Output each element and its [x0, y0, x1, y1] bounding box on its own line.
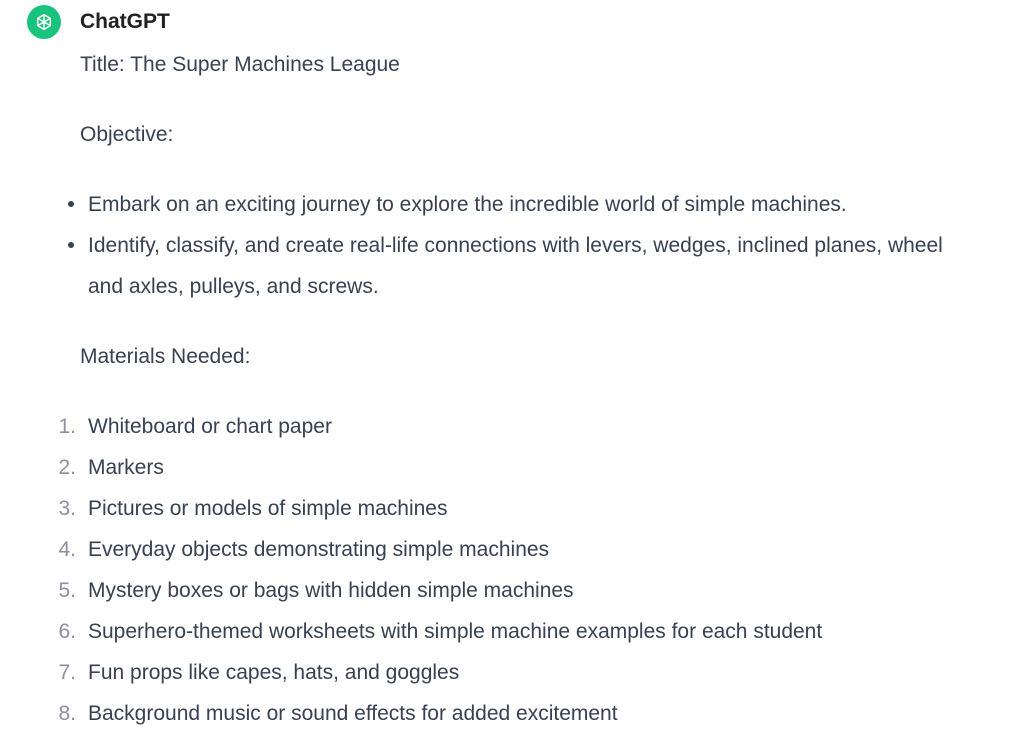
- message-body: [58, 44, 980, 734]
- material-text: Fun props like capes, hats, and goggles: [88, 661, 460, 684]
- list-number: 7.: [58, 661, 76, 684]
- objective-text: Embark on an exciting journey to explore the incredible world of simple machines.: [88, 193, 847, 216]
- material-text: Background music or sound effects for added excitement: [88, 702, 618, 725]
- material-text: Pictures or models of simple machines: [88, 497, 448, 520]
- list-item: [80, 184, 980, 225]
- list-item: [58, 488, 980, 529]
- list-item: [58, 693, 980, 734]
- material-text: Everyday objects demonstrating simple machines: [88, 538, 550, 561]
- assistant-name: ChatGPT: [80, 10, 170, 33]
- list-item: [58, 406, 980, 447]
- materials-list: [58, 406, 980, 734]
- list-number: 1.: [58, 415, 76, 438]
- list-item: [58, 447, 980, 488]
- list-item: [58, 529, 980, 570]
- bullet-icon: [68, 201, 74, 207]
- material-text: Superhero-themed worksheets with simple machine examples for each student: [88, 620, 823, 643]
- list-number: 5.: [58, 579, 76, 602]
- material-text: Whiteboard or chart paper: [88, 415, 332, 438]
- list-number: 3.: [58, 497, 76, 520]
- objectives-list: [80, 184, 980, 307]
- objective-text: Identify, classify, and create real-life connections with levers, wedges, inclined planes, wheel and axles, pulleys, and screws.: [88, 234, 943, 298]
- material-text: Markers: [88, 456, 164, 479]
- materials-heading: Materials Needed:: [80, 345, 251, 368]
- openai-logo-icon: [33, 11, 55, 33]
- list-number: 2.: [58, 456, 76, 479]
- list-item: [58, 611, 980, 652]
- list-number: 8.: [58, 702, 76, 725]
- list-item: [80, 225, 980, 307]
- list-item: [58, 570, 980, 611]
- title-line: Title: The Super Machines League: [80, 53, 400, 76]
- list-number: 6.: [58, 620, 76, 643]
- objective-heading: Objective:: [80, 123, 174, 146]
- bullet-icon: [68, 242, 74, 248]
- material-text: Mystery boxes or bags with hidden simple machines: [88, 579, 574, 602]
- list-item: [58, 652, 980, 693]
- assistant-avatar: [27, 5, 61, 39]
- list-number: 4.: [58, 538, 76, 561]
